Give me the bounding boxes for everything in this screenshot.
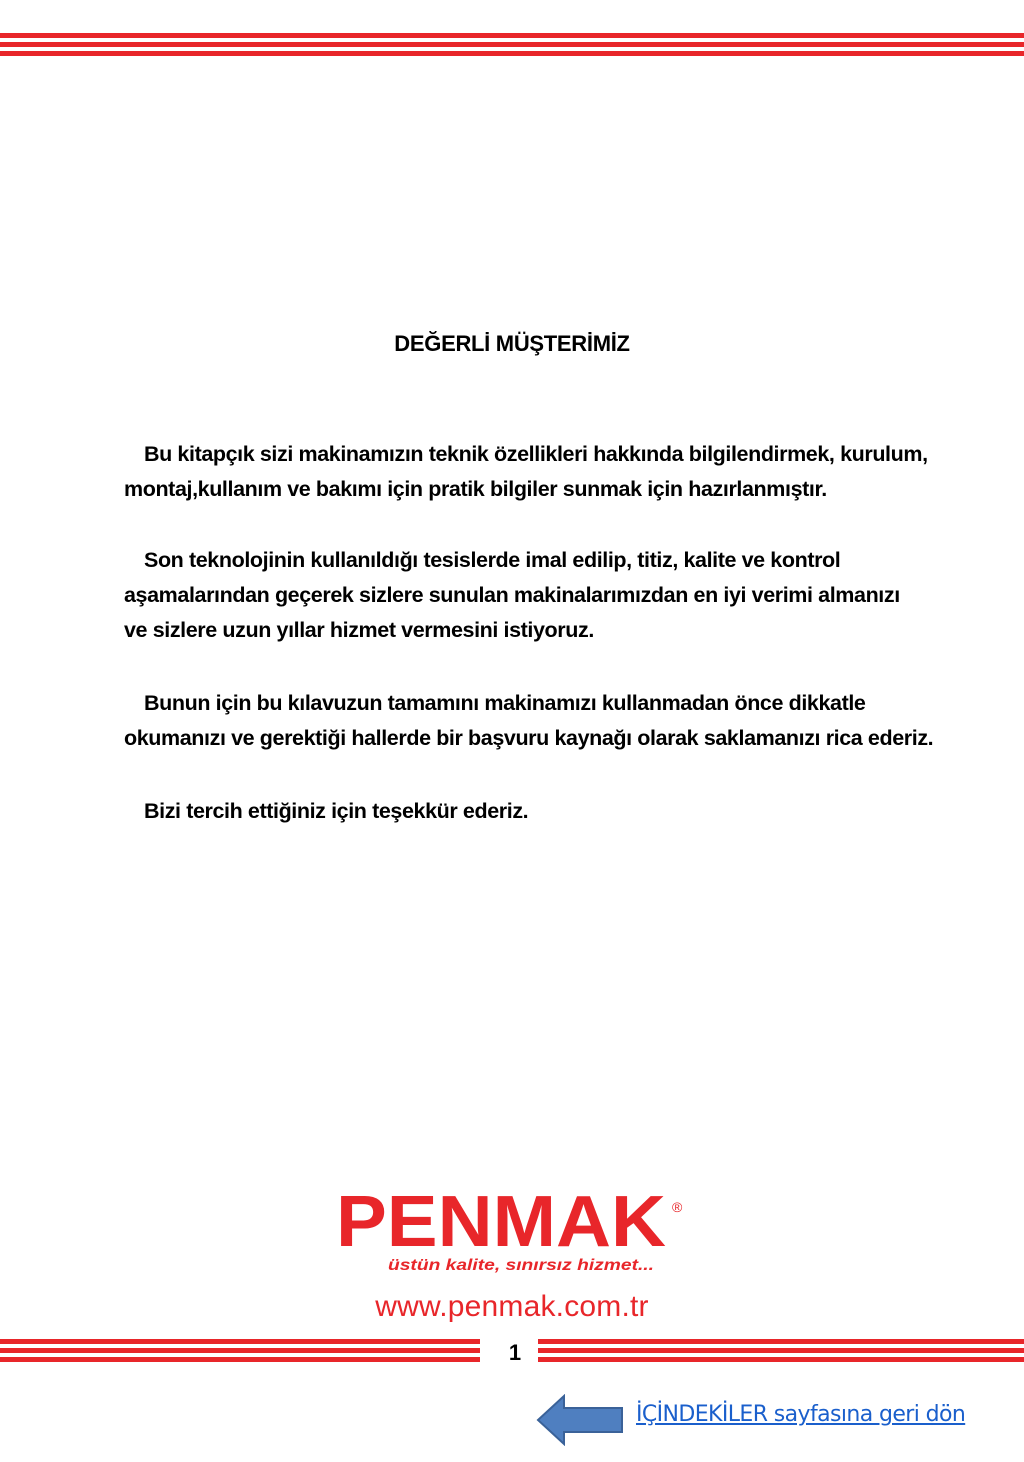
header-stripes xyxy=(0,33,1024,61)
footer-stripes-left xyxy=(0,1339,480,1367)
back-to-contents-link[interactable]: İÇİNDEKİLER sayfasına geri dön xyxy=(636,1402,966,1427)
paragraph-text: Bu kitapçık sizi makinamızın teknik özellikleri hakkında bilgilendirmek, kurulum, montaj,kullanım ve bakımı için pratik bilgiler sunmak için hazırlanmıştır. xyxy=(124,442,928,501)
registered-mark: ® xyxy=(672,1199,683,1215)
footer-stripes-right xyxy=(538,1339,1024,1367)
paragraph-instructions xyxy=(124,686,964,756)
paragraph-technology xyxy=(124,543,964,648)
paragraph-text: Bunun için bu kılavuzun tamamını makinamızı kullanmadan önce dikkatle okumanızı ve gerektiği hallerde bir başvuru kaynağı olarak saklamanızı rica ederiz. xyxy=(124,691,934,750)
logo-slogan: üstün kalite, sınırsız hizmet... xyxy=(388,1257,654,1274)
paragraph-thanks xyxy=(124,794,964,829)
page-number: 1 xyxy=(508,1340,522,1365)
website-url: www.penmak.com.tr xyxy=(375,1290,649,1323)
page-title: DEĞERLİ MÜŞTERİMİZ xyxy=(394,331,630,356)
paragraph-intro xyxy=(124,437,964,507)
logo-brand: PENMAK xyxy=(336,1186,666,1262)
paragraph-text: Son teknolojinin kullanıldığı tesislerde imal edilip, titiz, kalite ve kontrol aşamalarından geçerek sizlere sunulan makinalarımızdan en iyi verimi almanızı ve sizlere uzun yıllar hizmet vermesini istiyoruz. xyxy=(124,548,900,642)
paragraph-text: Bizi tercih ettiğiniz için teşekkür ederiz. xyxy=(144,799,529,823)
arrow-left-icon[interactable] xyxy=(536,1394,624,1446)
penmak-logo xyxy=(336,1186,690,1274)
